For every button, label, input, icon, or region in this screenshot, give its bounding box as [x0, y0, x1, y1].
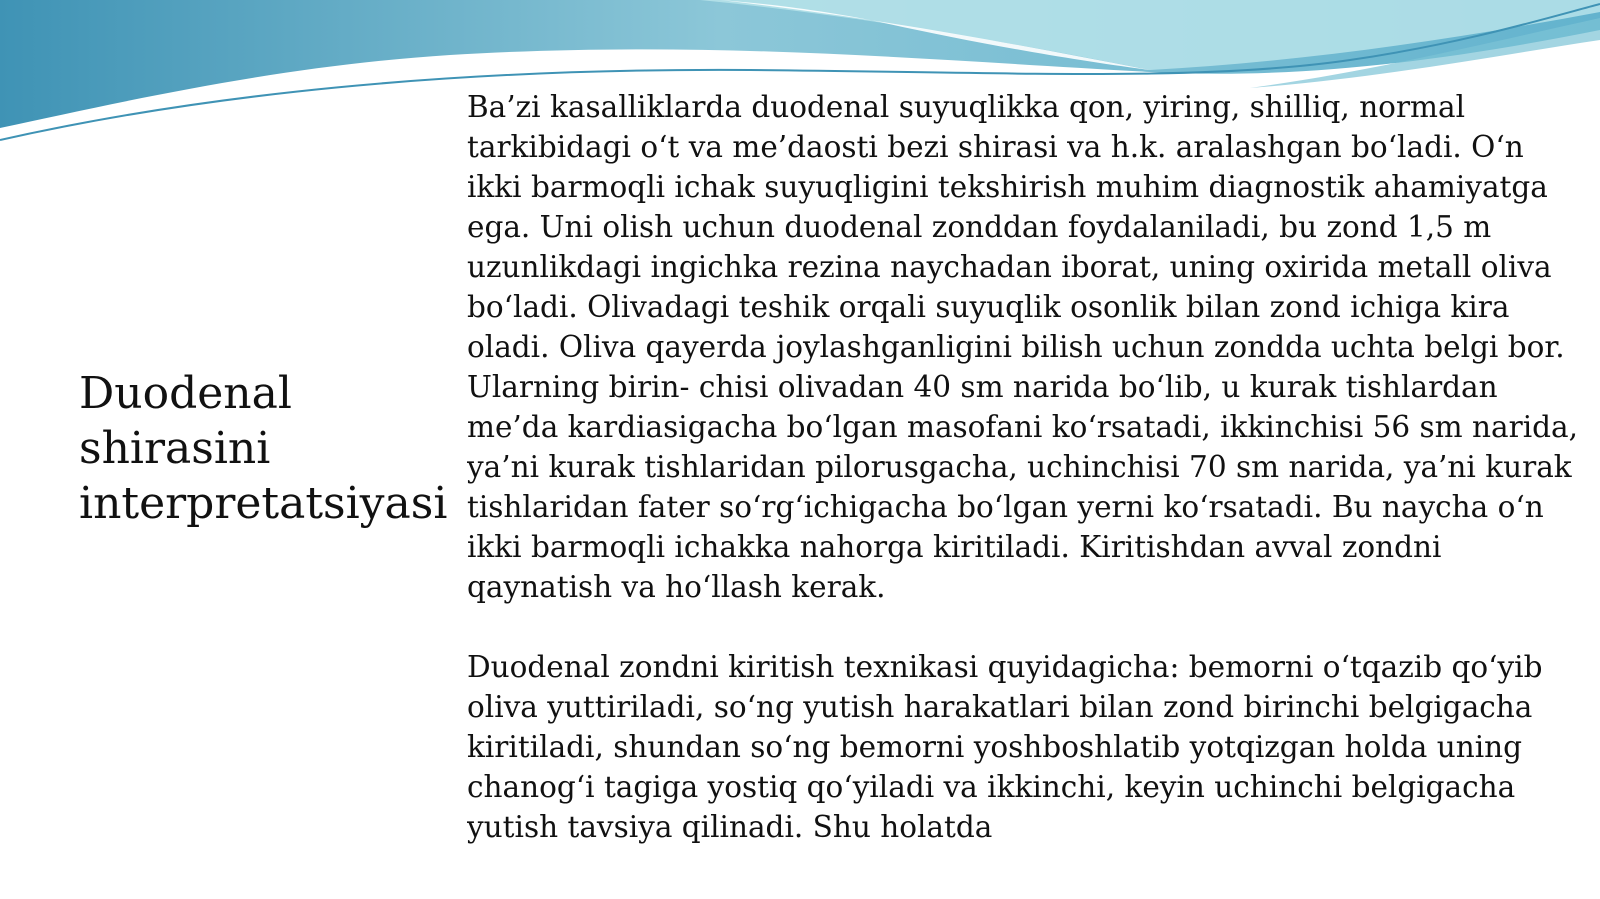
body-paragraph-2: Duodenal zondni kiritish texnikasi quyidagicha: bemorni o‘tqazib qo‘yib oliva yuttiriladi, so‘ng yutish harakatlari bilan zond birinchi belgigacha kiritiladi, shundan so‘ng bemorni yoshboshlatib yotqizgan holda uning chanog‘i tagiga yostiq qo‘yiladi va ikkinchi, keyin uchinchi belgigacha yutish tavsiya qilinadi. Shu holatda [467, 650, 1543, 844]
slide-body [467, 87, 1585, 899]
body-paragraph-1: Ba’zi kasalliklarda duodenal suyuqlikka qon, yiring, shilliq, normal tarkibidagi o‘t va me’daosti bezi shirasi va h.k. aralashgan bo‘ladi. O‘n ikki barmoqli ichak suyuqligini tekshirish muhim diagnostik ahamiyatga ega. Uni olish uchun duodenal zonddan foydalaniladi, bu zond 1,5 m uzunlikdagi ingichka rezina naychadan iborat, uning oxirida metall oliva bo‘ladi. Olivadagi teshik orqali suyuqlik osonlik bilan zond ichiga kira oladi. Oliva qayerda joylashganligini bilish uchun zondda uchta belgi bor. Ularning birin- chisi olivadan 40 sm narida bo‘lib, u kurak tishlardan me’da kardiasigacha bo‘lgan masofani ko‘rsatadi, ikkinchisi 56 sm narida, ya’ni kurak tishlaridan pilorusgacha, uchinchisi 70 sm narida, ya’ni kurak tishlaridan fater so‘rg‘ichigacha bo‘lgan yerni ko‘rsatadi. Bu naycha o‘n ikki barmoqli ichakka nahorga kiritiladi. Kiritishdan avval zondni qaynatish va ho‘llash kerak. [467, 90, 1579, 604]
slide-title: Duodenal shirasini interpretatsiyasi [79, 368, 448, 529]
